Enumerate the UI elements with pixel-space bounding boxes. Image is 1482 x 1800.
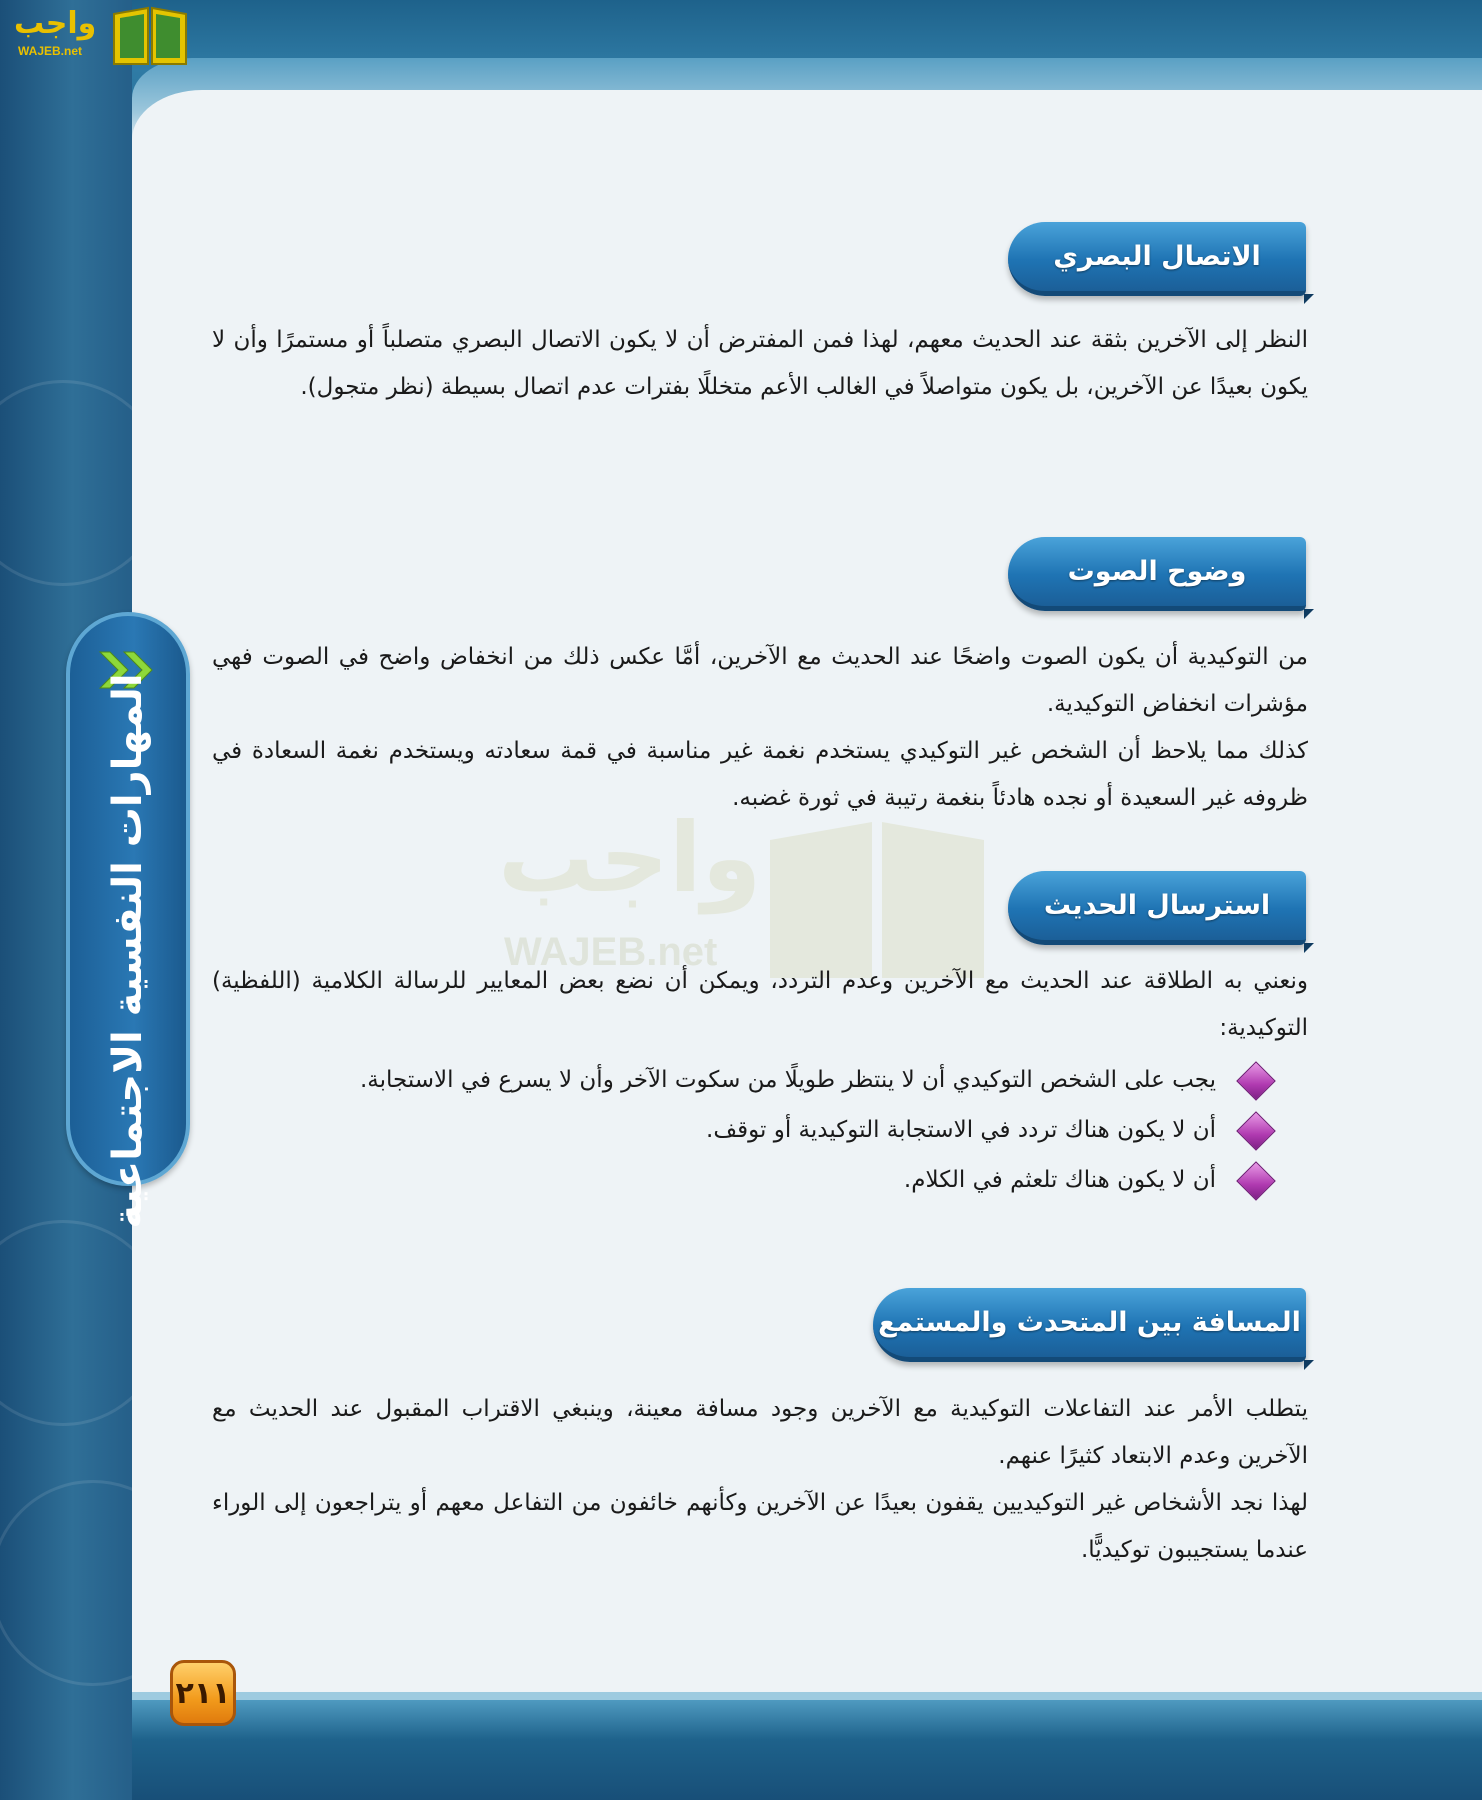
fluency-criteria-list [212, 1055, 1274, 1205]
list-item: أن لا يكون هناك تلعثم في الكلام. [212, 1155, 1274, 1205]
book-icon [110, 4, 190, 68]
list-item: أن لا يكون هناك تردد في الاستجابة التوكيدية أو توقف. [212, 1105, 1274, 1155]
paragraph-speaker-distance-1: يتطلب الأمر عند التفاعلات التوكيدية مع الآخرين وجود مسافة معينة، وينبغي الاقتراب المقبول عند الحديث مع الآخرين وعدم الابتعاد كثيرًا عنهم. [212, 1396, 1308, 1469]
chapter-title-tab [66, 612, 190, 1229]
section-heading-voice-clarity: وضوح الصوت [1008, 537, 1306, 611]
decor-swirl [0, 380, 132, 586]
page-number: ٢١١ [170, 1660, 236, 1726]
paragraph-speaker-distance-2: لهذا نجد الأشخاص غير التوكيديين يقفون بعيدًا عن الآخرين وكأنهم خائفون من التفاعل معهم أو يتراجعون إلى الوراء عندما يستجيبون توكيديًّا. [212, 1490, 1308, 1563]
watermark-book-icon [762, 810, 992, 980]
watermark-word: واجب [498, 802, 762, 914]
decor-swirl [0, 1220, 132, 1426]
decor-swirl [0, 1480, 132, 1686]
paragraph-speech-fluency: ونعني به الطلاقة عند الحديث مع الآخرين وعدم التردد، ويمكن أن نضع بعض المعايير للرسالة الكلامية (اللفظية) التوكيدية: [212, 968, 1308, 1041]
section-heading-speech-fluency: استرسال الحديث [1008, 871, 1306, 945]
wajeb-logo[interactable] [8, 4, 190, 70]
paragraph-voice-clarity-1: من التوكيدية أن يكون الصوت واضحًا عند الحديث مع الآخرين، أمَّا عكس ذلك من انخفاض واضح في الصوت فهي مؤشرات انخفاض التوكيدية. [212, 644, 1308, 717]
logo-word: واجب [14, 6, 97, 41]
watermark-net: WAJEB.net [504, 930, 718, 974]
wajeb-watermark [490, 802, 990, 980]
logo-net: WAJEB.net [18, 44, 83, 58]
diamond-bullet-icon [1236, 1161, 1276, 1201]
paragraph-eye-contact: النظر إلى الآخرين بثقة عند الحديث معهم، لهذا فمن المفترض أن لا يكون الاتصال البصري متصلباً أو مستمرًا وأن لا يكون بعيدًا عن الآخرين، بل يكون متواصلاً في الغالب الأعم متخللًا بفترات عدم اتصال بسيطة (نظر متجول). [212, 327, 1308, 400]
chapter-title: المهارات النفسية الاجتماعية [105, 673, 151, 1229]
list-item: يجب على الشخص التوكيدي أن لا ينتظر طويلًا من سكوت الآخر وأن لا يسرع في الاستجابة. [212, 1055, 1274, 1105]
section-heading-speaker-distance: المسافة بين المتحدث والمستمع [873, 1288, 1306, 1362]
section-heading-eye-contact: الاتصال البصري [1008, 222, 1306, 296]
bottom-band [132, 1700, 1482, 1800]
paragraph-voice-clarity-2: كذلك مما يلاحظ أن الشخص غير التوكيدي يستخدم نغمة غير مناسبة في قمة سعادته ويستخدم نغمة السعادة في ظروفه غير السعيدة أو نجده هادئاً بنغمة رتيبة في ثورة غضبه. [212, 738, 1308, 811]
diamond-bullet-icon [1236, 1061, 1276, 1101]
diamond-bullet-icon [1236, 1111, 1276, 1151]
